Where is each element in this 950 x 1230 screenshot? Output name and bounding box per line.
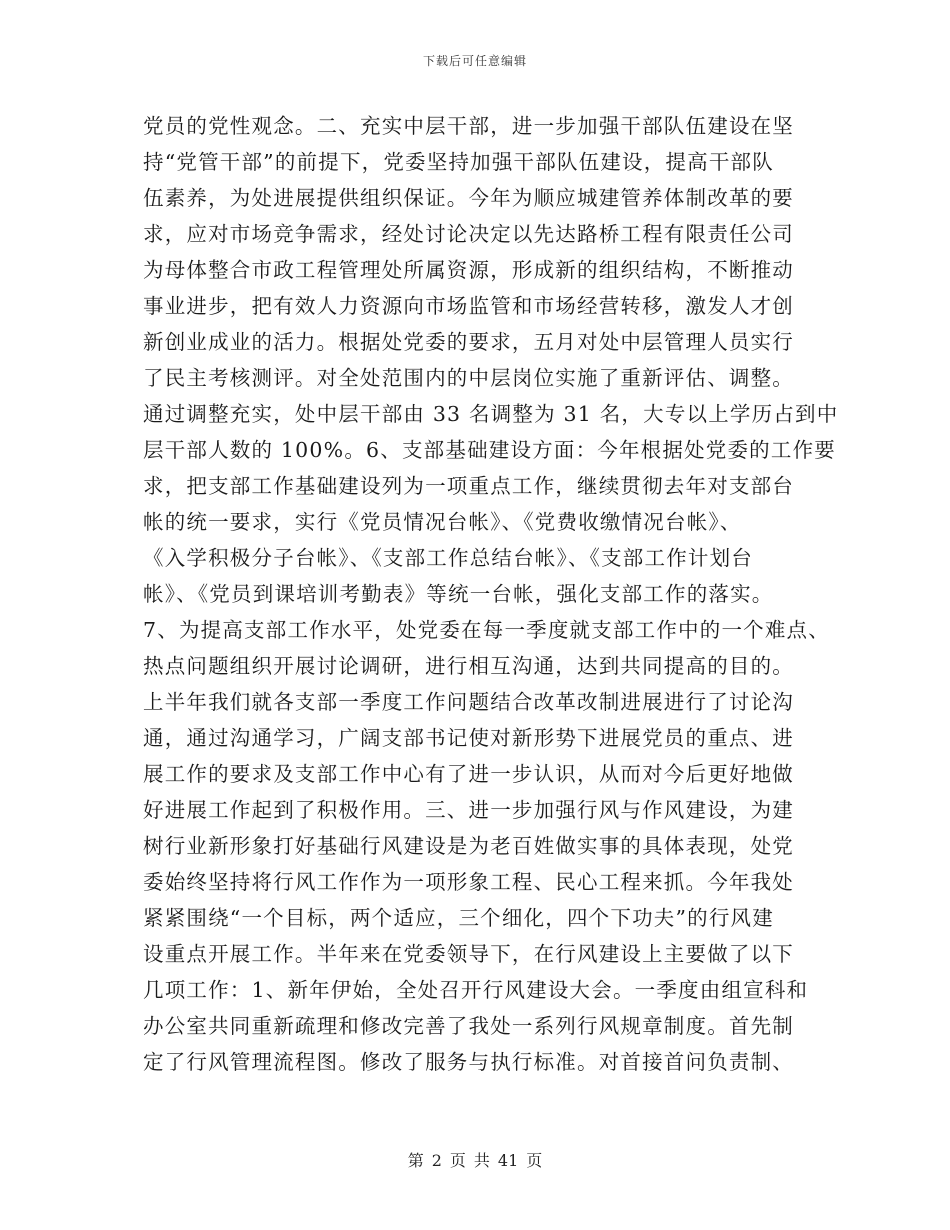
text-line: 几项工作：1、新年伊始，全处召开行风建设大会。一季度由组宣科和 [143,978,809,1002]
text-line: 《入学积极分子台帐》、《支部工作总结台帐》、《支部工作计划台 [143,546,753,570]
text-line: 紧紧围绕“一个目标，两个适应，三个细化，四个下功夫”的行风建 [143,906,774,930]
text-line: 办公室共同重新疏理和修改完善了我处一系列行风规章制度。首先制 [143,1014,794,1038]
text-line: 好进展工作起到了积极作用。三、进一步加强行风与作风建设，为建 [143,798,794,822]
text-line: 上半年我们就各支部一季度工作问题结合改革改制进展进行了讨论沟 [143,690,794,714]
text-line: 帐的统一要求，实行《党员情况台帐》、《党费收缴情况台帐》、 [143,510,742,534]
text-line: 为母体整合市政工程管理处所属资源，形成新的组织结构，不断推动 [143,258,794,282]
text-line: 伍素养，为处进展提供组织保证。今年为顺应城建管养体制改革的要 [143,186,794,210]
page-header: 下载后可任意编辑 [422,54,527,68]
text-line: 求，应对市场竞争需求，经处讨论决定以先达路桥工程有限责任公司 [143,222,794,246]
page-footer [0,1148,950,1171]
text-line: 7、为提高支部工作水平，处党委在每一季度就支部工作中的一个难点、 [143,618,830,642]
text-line: 持“党管干部”的前提下，党委坚持加强干部队伍建设，提高干部队 [143,150,774,174]
footer-prefix: 第 [407,1151,424,1170]
text-line: 通过调整充实，处中层干部由 33 名调整为 31 名，大专以上学历占到中 [143,402,839,426]
text-line: 展工作的要求及支部工作中心有了进一步认识，从而对今后更好地做 [143,762,794,786]
document-body [143,108,843,1080]
text-line: 新创业成业的活力。根据处党委的要求，五月对处中层管理人员实行 [143,330,794,354]
text-line: 热点问题组织开展讨论调研，进行相互沟通，达到共同提高的目的。 [143,654,794,678]
text-line: 通，通过沟通学习，广阔支部书记使对新形势下进展党员的重点、进 [143,726,794,750]
current-page-number: 2 [431,1151,442,1170]
footer-page-label: 页 [449,1151,466,1170]
text-line: 党员的党性观念。二、充实中层干部，进一步加强干部队伍建设在坚 [143,114,794,138]
text-line: 层干部人数的 100%。6、支部基础建设方面：今年根据处党委的工作要 [143,438,836,462]
footer-total-prefix: 共 [473,1151,490,1170]
total-page-count: 41 [497,1151,519,1170]
text-line: 定了行风管理流程图。修改了服务与执行标准。对首接首问负责制、 [143,1050,794,1074]
footer-total-label: 页 [526,1151,543,1170]
text-line: 事业进步，把有效人力资源向市场监管和市场经营转移，激发人才创 [143,294,794,318]
text-line: 委始终坚持将行风工作作为一项形象工程、民心工程来抓。今年我处 [143,870,794,894]
text-line: 了民主考核测评。对全处范围内的中层岗位实施了重新评估、调整。 [143,366,794,390]
text-line: 设重点开展工作。半年来在党委领导下，在行风建设上主要做了以下 [143,942,794,966]
text-line: 求，把支部工作基础建设列为一项重点工作，继续贯彻去年对支部台 [143,474,794,498]
text-line: 帐》、《党员到课培训考勤表》等统一台帐，强化支部工作的落实。 [143,582,774,606]
text-line: 树行业新形象打好基础行风建设是为老百姓做实事的具体表现，处党 [143,834,794,858]
